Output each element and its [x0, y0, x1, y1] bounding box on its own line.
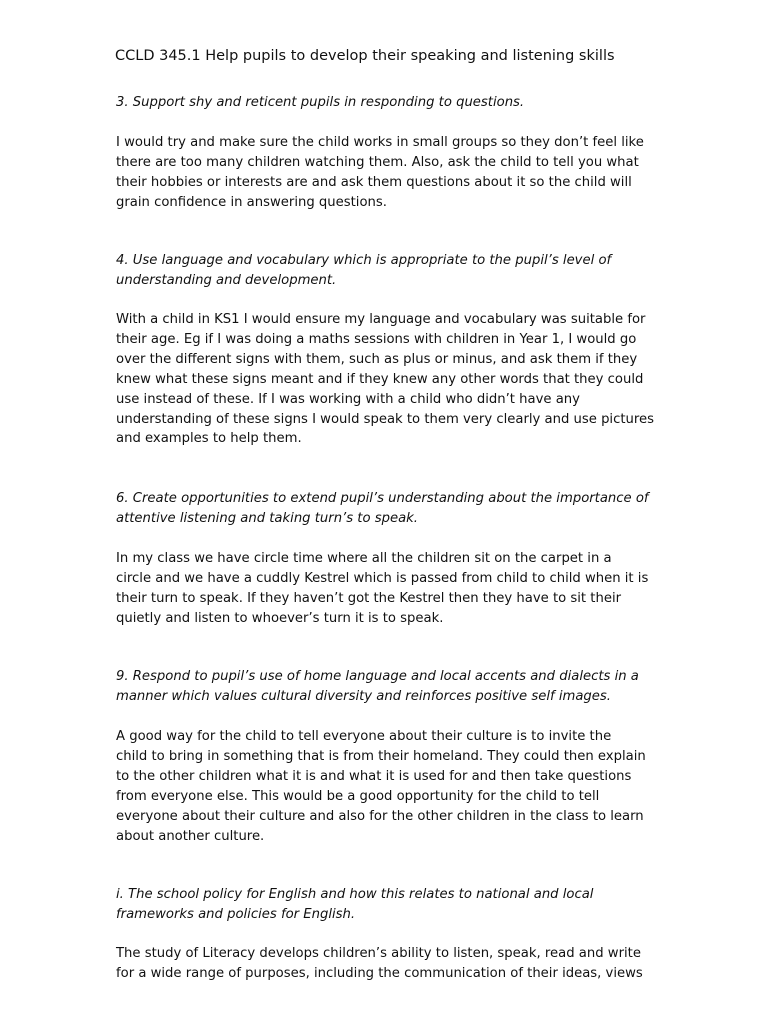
answer-line: from everyone else. This would be a good opportunity for the child to tell — [116, 788, 600, 804]
answer-line: With a child in KS1 I would ensure my language and vocabulary was suitable for — [116, 312, 646, 327]
answer-line: for a wide range of purposes, including the communication of their ideas, views — [116, 965, 643, 981]
question-line: 6. Create opportunities to extend pupil’s understanding about the importance of — [116, 491, 649, 506]
question-line: understanding and development. — [116, 272, 337, 288]
document-title: CCLD 345.1 Help pupils to develop their speaking and listening skills — [115, 48, 615, 64]
answer-line: A good way for the child to tell everyone about their culture is to invite the — [116, 729, 612, 744]
answer-line: quietly and listen to whoever’s turn it is to speak. — [116, 610, 444, 626]
answer-line: In my class we have circle time where all the children sit on the carpet in a — [116, 551, 612, 566]
answer-line: I would try and make sure the child works in small groups so they don’t feel like — [116, 135, 644, 150]
question-line: attentive listening and taking turn’s to speak. — [116, 510, 418, 526]
question-line: 3. Support shy and reticent pupils in responding to questions. — [116, 95, 525, 110]
answer-line: their age. Eg if I was doing a maths sessions with children in Year 1, I would go — [116, 331, 637, 347]
answer-6 — [116, 549, 648, 629]
answer-i — [116, 944, 643, 984]
question-6 — [116, 489, 649, 529]
question-i — [116, 885, 593, 925]
answer-line: understanding of these signs I would speak to them very clearly and use pictures — [116, 411, 654, 427]
answer-line: use instead of these. If I was working with a child who didn’t have any — [116, 391, 580, 407]
question-9 — [116, 667, 639, 707]
answer-3 — [116, 133, 644, 213]
answer-4 — [116, 310, 654, 449]
answer-line: everyone about their culture and also for the other children in the class to learn — [116, 808, 644, 824]
answer-line: child to bring in something that is from their homeland. They could then explain — [116, 748, 646, 764]
answer-line: and examples to help them. — [116, 431, 302, 447]
answer-line: knew what these signs meant and if they knew any other words that they could — [116, 371, 644, 387]
answer-line: The study of Literacy develops children’s ability to listen, speak, read and write — [116, 946, 641, 961]
question-line: manner which values cultural diversity and reinforces positive self images. — [116, 688, 611, 704]
answer-line: about another culture. — [116, 828, 265, 844]
answer-line: grain confidence in answering questions. — [116, 194, 387, 210]
answer-line: there are too many children watching them. Also, ask the child to tell you what — [116, 154, 639, 170]
answer-line: to the other children what it is and what it is used for and then take questions — [116, 768, 632, 784]
question-line: 9. Respond to pupil’s use of home language and local accents and dialects in a — [116, 669, 639, 684]
answer-line: over the different signs with them, such as plus or minus, and ask them if they — [116, 351, 638, 367]
question-4 — [116, 251, 611, 291]
answer-line: their turn to speak. If they haven’t got the Kestrel then they have to sit their — [116, 590, 622, 606]
answer-line: their hobbies or interests are and ask them questions about it so the child will — [116, 174, 632, 190]
question-3 — [116, 93, 524, 113]
answer-line: circle and we have a cuddly Kestrel which is passed from child to child when it is — [116, 570, 649, 586]
question-line: frameworks and policies for English. — [116, 906, 356, 922]
question-line: 4. Use language and vocabulary which is appropriate to the pupil’s level of — [116, 253, 612, 268]
answer-9 — [116, 727, 646, 846]
question-line: i. The school policy for English and how this relates to national and local — [116, 887, 594, 902]
